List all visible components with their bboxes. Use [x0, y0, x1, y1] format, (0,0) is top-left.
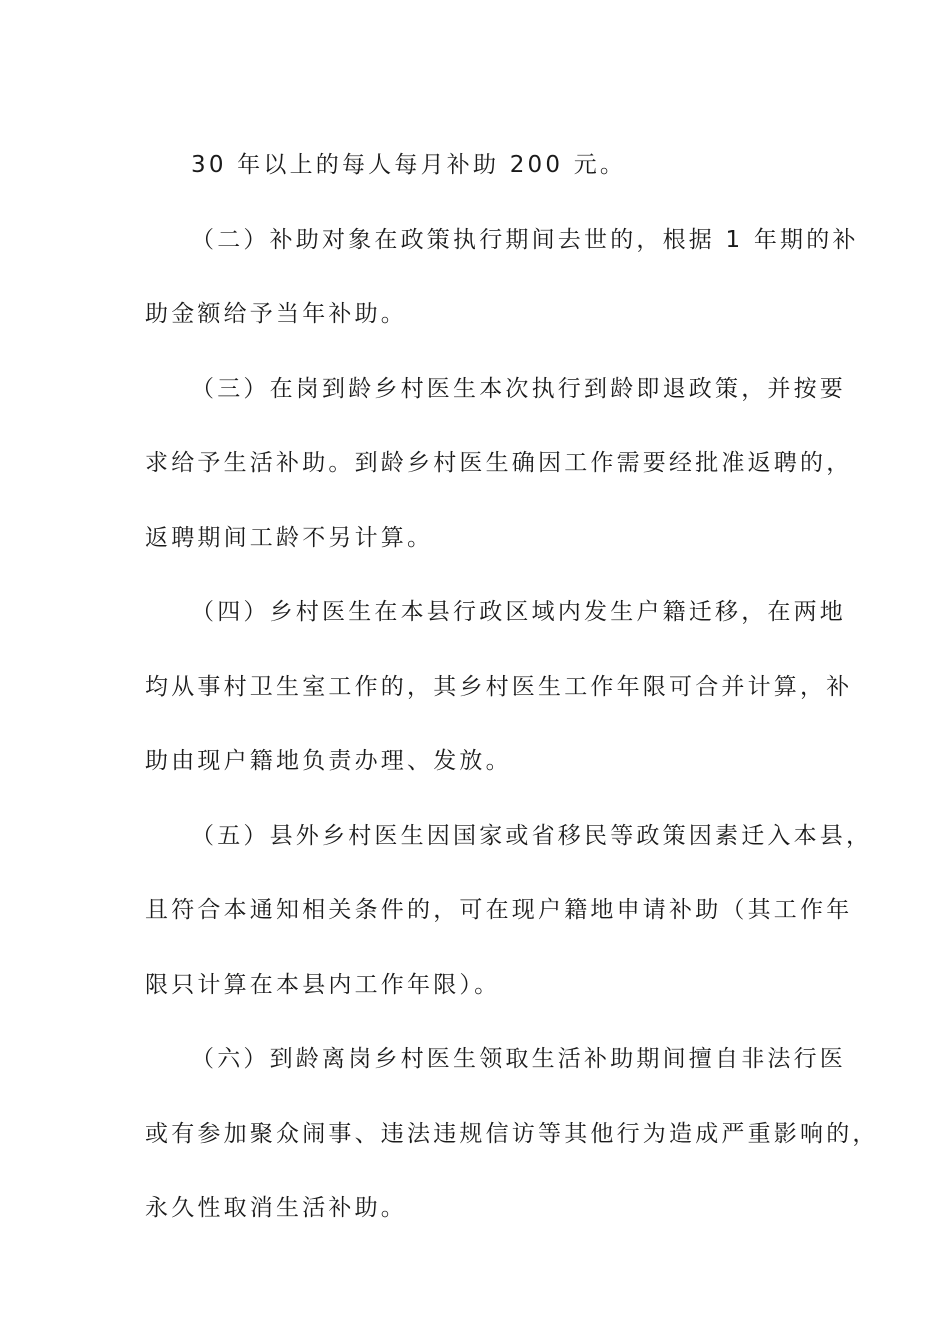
text-line: 限只计算在本县内工作年限）。	[145, 971, 501, 998]
text-line: （三）在岗到龄乡村医生本次执行到龄即退政策，并按要	[191, 375, 846, 402]
paragraph-subsidy-30-years	[145, 128, 805, 203]
text-line: 或有参加聚众闹事、违法违规信访等其他行为造成严重影响的，	[145, 1120, 879, 1147]
text-line: 求给予生活补助。到龄乡村医生确因工作需要经批准返聘的，	[145, 450, 853, 476]
paragraph-item-6	[145, 1022, 879, 1246]
text-line: （六）到龄离岗乡村医生领取生活补助期间擅自非法行医	[191, 1046, 846, 1072]
text-line: （四）乡村医生在本县行政区域内发生户籍迁移，在两地	[191, 599, 846, 625]
text-line: （五）县外乡村医生因国家或省移民等政策因素迁入本县，	[191, 822, 873, 849]
text-line: 均从事村卫生室工作的，其乡村医生工作年限可合并计算，补	[145, 673, 853, 700]
text-line: 助金额给予当年补助。	[145, 301, 407, 327]
text-line: 助由现户籍地负责办理、发放。	[145, 748, 512, 774]
paragraph-item-5	[145, 799, 873, 1023]
paragraph-item-2	[145, 203, 859, 352]
paragraph-item-3	[145, 352, 853, 576]
text-line: 永久性取消生活补助。	[145, 1195, 407, 1221]
text-line: 30 年以上的每人每月补助 200 元。	[191, 152, 627, 178]
paragraph-item-4	[145, 575, 853, 799]
text-line: （二）补助对象在政策执行期间去世的，根据 1 年期的补	[191, 226, 859, 253]
text-line: 返聘期间工龄不另计算。	[145, 524, 434, 551]
document-body	[145, 128, 879, 1246]
text-line: 且符合本通知相关条件的，可在现户籍地申请补助（其工作年	[145, 897, 853, 923]
